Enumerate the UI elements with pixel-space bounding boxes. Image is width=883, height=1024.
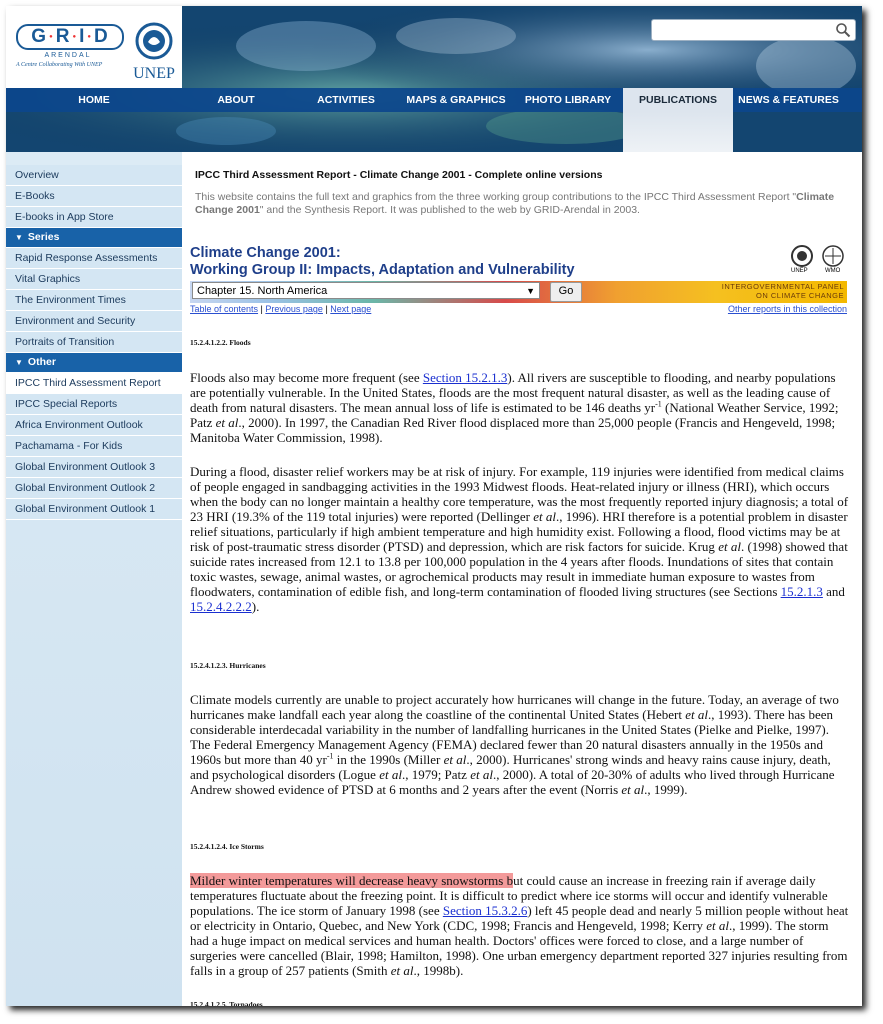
- section-link[interactable]: Section 15.3.2.6: [442, 903, 528, 918]
- sidebar-item-geo2[interactable]: Global Environment Outlook 2: [6, 478, 182, 499]
- superscript: -1: [655, 399, 662, 409]
- grid-letter: D: [93, 26, 109, 47]
- section-heading-floods: 15.2.4.1.2.2. Floods: [190, 338, 251, 347]
- table-of-contents-link[interactable]: Table of contents: [190, 304, 259, 314]
- go-button[interactable]: Go: [550, 282, 582, 302]
- sidebar-item-overview[interactable]: Overview: [6, 165, 182, 186]
- active-tab-highlight: [623, 112, 733, 152]
- report-title-line1: Climate Change 2001:: [190, 245, 341, 261]
- sidebar-item-environment-security[interactable]: Environment and Security: [6, 311, 182, 332]
- text-run: Climate models currently are unable to project accurately how hurricanes will change in the future. Today, an average of two hurricanes make landfall each year along the coastline of the continental United States (Hebert: [190, 692, 839, 722]
- nav-publications[interactable]: PUBLICATIONS: [623, 88, 733, 116]
- sidebar-item-environment-times[interactable]: The Environment Times: [6, 290, 182, 311]
- sidebar-item-geo3[interactable]: Global Environment Outlook 3: [6, 457, 182, 478]
- sidebar: [6, 152, 182, 1006]
- superscript: -1: [326, 751, 334, 761]
- ipcc-name: [722, 282, 844, 300]
- partner-logos: [787, 245, 847, 275]
- chapter-navigation-bar: [190, 281, 847, 303]
- logo-area[interactable]: [6, 6, 182, 88]
- triangle-down-icon: ▼: [15, 233, 23, 242]
- et-al: et al: [621, 782, 645, 797]
- et-al: et al: [443, 752, 467, 767]
- text-run: ut could cause an increase in freezing rain if average daily temperatures fluctuate about the freezing point. It is difficult to predict where ice storms will occur and identify vulnerable populations. The ice storm of January 1998 (see: [190, 873, 828, 918]
- unep-small-label: UNEP: [791, 268, 808, 274]
- wmo-small-label: WMO: [825, 268, 841, 274]
- section-link[interactable]: 15.2.4.2.2.2: [190, 599, 252, 614]
- text-run: ., 2000). A total of 20-30% of adults who lived through Hurricane Andrew showed evidence of PTSD at 6 months and 2 years after the event (Norris: [190, 767, 835, 797]
- sidebar-item-geo1[interactable]: Global Environment Outlook 1: [6, 499, 182, 520]
- nav-maps-graphics[interactable]: MAPS & GRAPHICS: [406, 94, 506, 106]
- sidebar-section-other[interactable]: [6, 353, 182, 373]
- et-al: et al: [533, 509, 556, 524]
- grid-letter: G: [31, 26, 48, 47]
- nav-home[interactable]: HOME: [78, 94, 110, 106]
- highlighted-text: Milder winter temperatures will decrease heavy snowstorms b: [190, 873, 514, 888]
- paragraph-floods-2: [190, 464, 850, 614]
- sidebar-section-label: Other: [27, 356, 56, 368]
- ipcc-name-line2: ON CLIMATE CHANGE: [756, 291, 844, 300]
- section-heading-hurricanes: 15.2.4.1.2.3. Hurricanes: [190, 661, 266, 670]
- text-run: ., 2000). In 1997, the Canadian Red River flood displaced more than 25,000 people (Francis and Hengeveld, 1998; Manitoba Water Commission, 1998).: [190, 415, 836, 445]
- grid-arendal-text: ARENDAL: [44, 52, 92, 59]
- text-run: ., 1999). The storm had a huge impact on medical services and human health. Doctors' offices were forced to close, and a large number of surgeries were cancelled (Blair, 1998; Hamilton, 1998). One urban emergency department reported 327 injuries resulting from falls in a group of 257 patients (Smith: [190, 918, 848, 978]
- link-separator: |: [258, 304, 266, 314]
- main-content: [189, 152, 855, 1006]
- text-run: ).: [251, 599, 260, 614]
- et-al: et al: [215, 415, 239, 430]
- grid-logo-mark: G ● R ● I ● D: [16, 24, 124, 50]
- link-separator: |: [322, 304, 331, 314]
- text-run: in the 1990s (Miller: [333, 752, 444, 767]
- page-title: IPCC Third Assessment Report - Climate Change 2001 - Complete online versions: [195, 169, 603, 181]
- text-run: ., 1993). There has been considerable interdecadal variability in the number of landfalling hurricanes in the United States (Pielke and Pielke, 1997). The Federal Emergency Management Agency (FEMA) declared fewer than 20 natural disasters annually in the 1950s and 1960s but more than 40 yr: [190, 707, 834, 767]
- section-heading-tornadoes: 15.2.4.1.2.5. Tornadoes: [190, 1000, 263, 1006]
- report-title: [190, 245, 575, 278]
- text-run: . (1998) showed that suicide rates increased from 12.1 to 13.8 per 100,000 population in the 4 years after floods. Inundations of sites that contain toxic wastes, sewage, animal wastes, or agrochemical products may result in immediate human exposure to wastes from floodwaters, contamination of edible fish, and long-term contamination of flooded living structures (see Sections: [190, 539, 848, 599]
- text-run: Floods also may become more frequent (see: [190, 370, 423, 385]
- nav-photo-library[interactable]: PHOTO LIBRARY: [524, 94, 612, 106]
- unep-emblem-icon: [135, 22, 173, 60]
- text-run: During a flood, disaster relief workers may be at risk of injury. For example, 119 injuries were identified from medical claims of people engaged in sandbagging activities in the 1993 Midwest floods. Heat-related injury or illness (HRI), which occurs when the body can no longer maintain a healthy core temperature, was the most frequently reported injury diagnosis; a total of 23 HRI (19.3% of the 119 total injuries) were reported (Dellinger: [190, 464, 849, 524]
- sidebar-item-e-books-app-store[interactable]: E-books in App Store: [6, 207, 182, 228]
- grid-letter: R: [55, 26, 71, 47]
- text-run: ., 1996). HRI therefore is a potential problem in disaster relief situations, particularly if high ambient temperature and high humidity exist. Following a flood, flood victims may be at risk of post-traumatic stress disorder (PTSD) and depression, which are risk factors for suicide. Krug: [190, 509, 848, 554]
- grid-arendal-logo[interactable]: [16, 24, 124, 68]
- text-run: ., 2000). Hurricanes' strong winds and heavy rains cause injury, death, and psychological disorders (Logue: [190, 752, 831, 782]
- et-al: et al: [379, 767, 402, 782]
- grid-letter: I: [79, 26, 86, 47]
- et-al: et al: [390, 963, 414, 978]
- sidebar-item-ipcc-tar[interactable]: IPCC Third Assessment Report: [6, 373, 182, 394]
- sidebar-item-rapid-response[interactable]: Rapid Response Assessments: [6, 248, 182, 269]
- sidebar-section-label: Series: [27, 231, 60, 243]
- sidebar-item-ipcc-special[interactable]: IPCC Special Reports: [6, 394, 182, 415]
- grid-tagline: A Centre Collaborating With UNEP: [16, 62, 103, 68]
- description-text: " and the Synthesis Report. It was published to the web by GRID-Arendal in 2003.: [259, 204, 640, 216]
- et-al: et al: [470, 767, 493, 782]
- sidebar-item-portraits-transition[interactable]: Portraits of Transition: [6, 332, 182, 353]
- nav-news-features[interactable]: NEWS & FEATURES: [738, 94, 839, 106]
- text-run: ., 1998b).: [413, 963, 464, 978]
- main-navigation: [6, 88, 862, 112]
- et-al: et al: [685, 707, 708, 722]
- page: [6, 6, 862, 1006]
- triangle-down-icon: ▼: [15, 358, 23, 367]
- page-description: [195, 191, 845, 217]
- other-reports-link[interactable]: Other reports in this collection: [727, 304, 847, 314]
- text-run: ) left 45 people dead and nearly 5 million people without heat or electricity in Ontario, Quebec, and New York (CDC, 1998; Francis and Hengeveld, 1998; Kerry: [190, 903, 849, 933]
- paragraph-ice-storms: [190, 873, 850, 978]
- description-text: This website contains the full text and graphics from the three working group contributions to the IPCC Third Assessment Report ": [195, 191, 797, 203]
- chapter-select-value: Chapter 15. North America: [197, 285, 328, 297]
- dropdown-arrow-icon: ▼: [526, 286, 535, 296]
- report-title-line2: Working Group II: Impacts, Adaptation and Vulnerability: [190, 261, 575, 278]
- text-run: ., 1999).: [644, 782, 688, 797]
- sidebar-item-africa-outlook[interactable]: Africa Environment Outlook: [6, 415, 182, 436]
- search-input[interactable]: [656, 22, 830, 38]
- paragraph-floods-1: [190, 370, 850, 445]
- section-link[interactable]: 15.2.1.3: [780, 584, 823, 599]
- search-icon[interactable]: [835, 22, 851, 38]
- unep-logo[interactable]: [131, 22, 177, 83]
- nav-activities[interactable]: ACTIVITIES: [317, 94, 375, 106]
- sidebar-item-e-books[interactable]: E-Books: [6, 186, 182, 207]
- wmo-small-icon: [820, 245, 846, 267]
- section-heading-ice-storms: 15.2.4.1.2.4. Ice Storms: [190, 842, 264, 851]
- ipcc-name-line1: INTERGOVERNMENTAL PANEL: [721, 282, 844, 291]
- text-run: ). All rivers are susceptible to flooding, and nearby populations are potentially vulnerable. In the United States, floods are the most frequent natural disaster, as well as the leading cause of death from natural disasters. The mean annual loss of life is estimated to be 146 deaths yr: [190, 370, 836, 415]
- text-run: ., 1979; Patz: [401, 767, 471, 782]
- previous-page-link[interactable]: Previous page: [265, 304, 323, 314]
- sidebar-item-vital-graphics[interactable]: Vital Graphics: [6, 269, 182, 290]
- site-header: [6, 6, 862, 152]
- next-page-link[interactable]: Next page: [330, 304, 372, 314]
- et-al: et al: [706, 918, 730, 933]
- search-box: [651, 19, 856, 41]
- section-link[interactable]: Section 15.2.1.3: [422, 370, 508, 385]
- et-al: et al: [718, 539, 741, 554]
- description-bold: Climate Change 2001: [195, 191, 835, 216]
- sidebar-item-pachamama[interactable]: Pachamama - For Kids: [6, 436, 182, 457]
- text-run: (National Weather Service, 1992; Patz: [190, 400, 839, 430]
- text-run: and: [822, 584, 845, 599]
- paragraph-hurricanes: [190, 692, 850, 797]
- unep-logo-text: UNEP: [133, 65, 175, 82]
- sidebar-section-series[interactable]: [6, 228, 182, 248]
- unep-small-icon: [789, 245, 815, 267]
- chapter-select[interactable]: [192, 282, 540, 299]
- nav-about[interactable]: ABOUT: [217, 94, 255, 106]
